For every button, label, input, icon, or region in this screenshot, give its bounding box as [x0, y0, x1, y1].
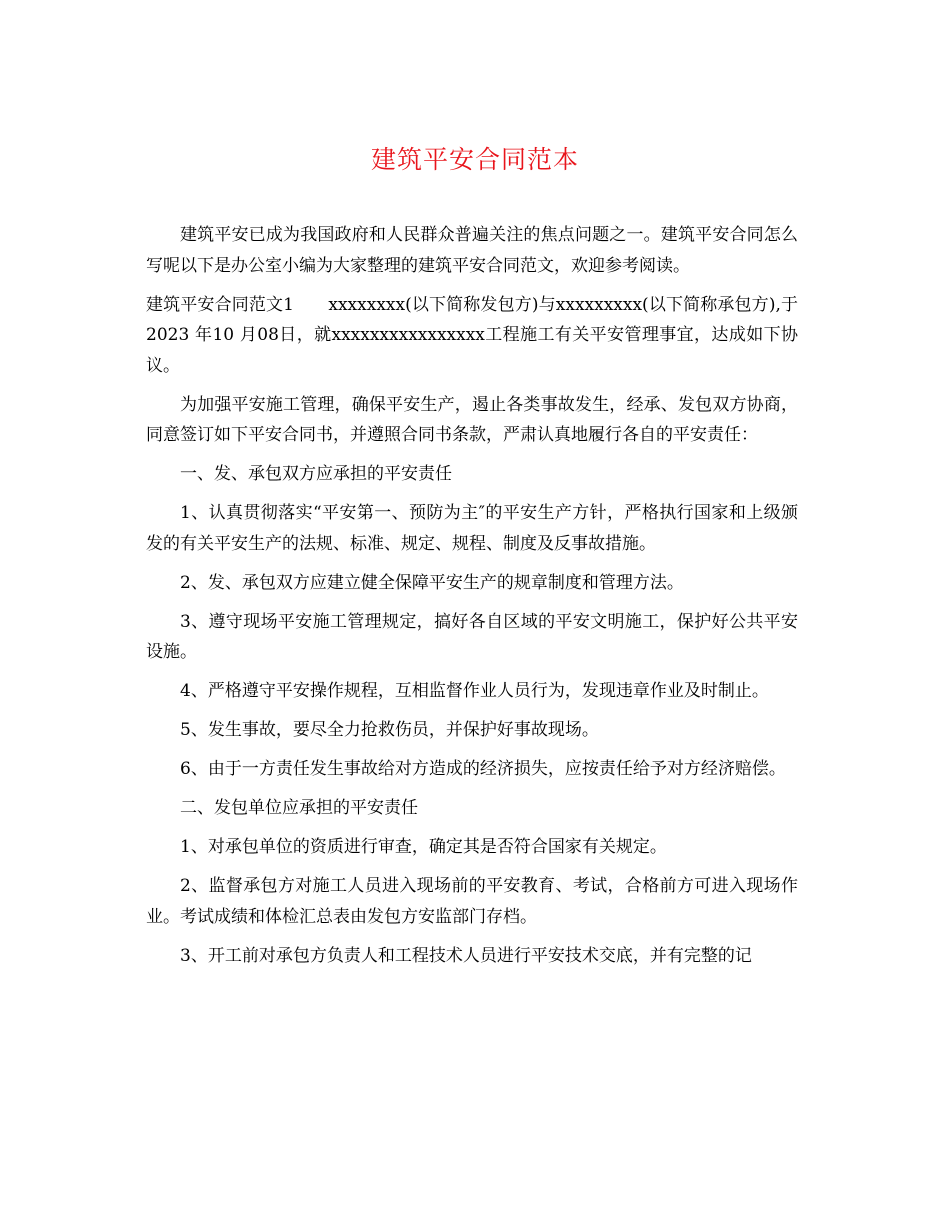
document-title: 建筑平安合同范本	[370, 145, 579, 174]
clause-1-3: 3、遵守现场平安施工管理规定，搞好各自区域的平安文明施工，保护好公共平安设施。	[146, 611, 798, 662]
paragraph-contract-parties: 建筑平安合同范文1 xxxxxxxx(以下简称发包方)与xxxxxxxxx(以下简称承包方),于2023 年10 月08日，就xxxxxxxxxxxxxxxx工程施工有关平安管理事宜，达成如下协议。	[146, 294, 798, 376]
clause-2-1: 1、对承包单位的资质进行审查，确定其是否符合国家有关规定。	[180, 837, 667, 857]
clause-1-6: 6、由于一方责任发生事故给对方造成的经济损失，应按责任给予对方经济赔偿。	[180, 759, 786, 779]
clause-2-3: 3、开工前对承包方负责人和工程技术人员进行平安技术交底，并有完整的记	[180, 945, 752, 966]
paragraph-intro: 建筑平安已成为我国政府和人民群众普遍关注的焦点问题之一。建筑平安合同怎么写呢以下是办公室小编为大家整理的建筑平安合同范文，欢迎参考阅读。	[146, 225, 798, 276]
section-heading-2: 二、发包单位应承担的平安责任	[180, 798, 418, 818]
clause-2-2: 2、监督承包方对施工人员进入现场前的平安教育、考试，合格前方可进入现场作业。考试成绩和体检汇总表由发包方安监部门存档。	[146, 876, 798, 927]
clause-1-1: 1、认真贯彻落实“平安第一、预防为主″的平安生产方针，严格执行国家和上级颁发的有关平安生产的法规、标准、规定、规程、制度及反事故措施。	[146, 503, 798, 554]
paragraph-purpose: 为加强平安施工管理，确保平安生产，遏止各类事故发生，经承、发包双方协商，同意签订如下平安合同书，并遵照合同书条款，严肃认真地履行各自的平安责任：	[146, 394, 798, 445]
clause-1-5: 5、发生事故，要尽全力抢救伤员，并保护好事故现场。	[180, 720, 599, 740]
document-body	[146, 220, 798, 980]
clause-1-2: 2、发、承包双方应建立健全保障平安生产的规章制度和管理方法。	[180, 572, 684, 593]
clause-1-4: 4、严格遵守平安操作规程，互相监督作业人员行为，发现违章作业及时制止。	[180, 681, 769, 701]
section-heading-1: 一、发、承包双方应承担的平安责任	[180, 464, 452, 484]
